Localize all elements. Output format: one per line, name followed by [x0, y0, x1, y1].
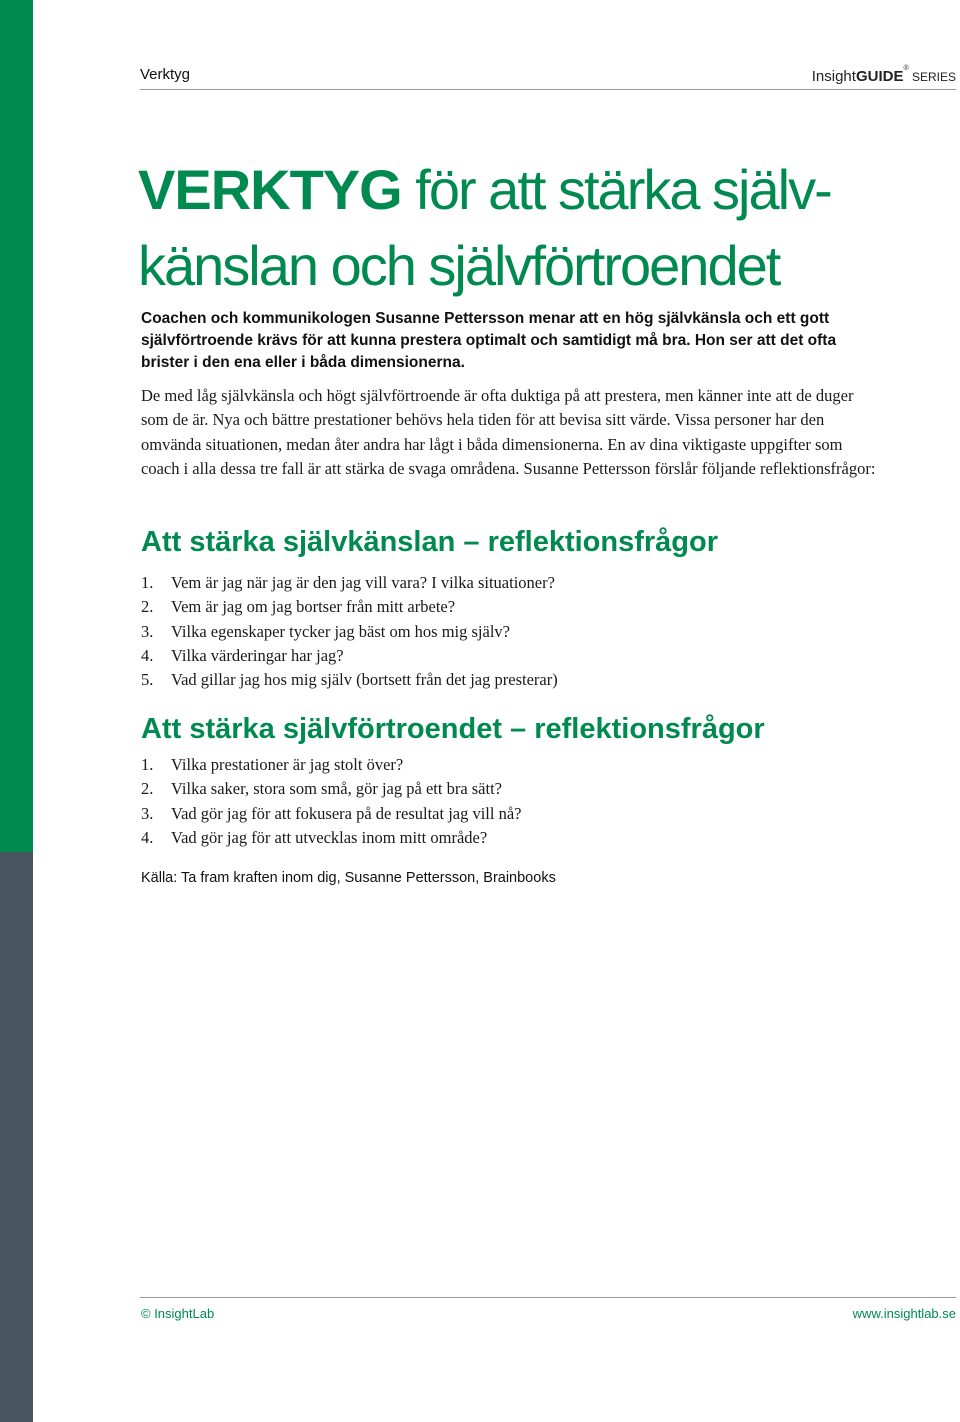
item-number: 2. [141, 597, 154, 617]
list-item [141, 802, 522, 826]
list-item [141, 644, 558, 668]
sidebar-accent-green [0, 0, 33, 852]
brand-prefix: Insight [811, 68, 856, 85]
item-number: 3. [141, 621, 154, 641]
brand-registered: ® [903, 65, 909, 72]
item-number: 3. [141, 803, 154, 823]
title-bold: VERKTYG [138, 158, 402, 221]
section1-list [141, 571, 558, 692]
series-logo [811, 65, 956, 85]
section2-heading: Att stärka självförtroendet – reflektionsfrågor [141, 713, 765, 745]
item-number: 2. [141, 779, 154, 799]
list-item [141, 826, 522, 850]
lead-paragraph: Coachen och kommunikologen Susanne Pettersson menar att en hög självkänsla och ett gott självförtroende krävs för att kunna prestera optimalt och samtidigt må bra. Hon ser att det ofta brister i den ena eller i båda dimensionerna. [141, 310, 837, 371]
item-number: 4. [141, 645, 154, 665]
item-number: 1. [141, 755, 154, 774]
list-item [141, 571, 558, 595]
item-text: Vilka egenskaper tycker jag bäst om hos mig själv? [171, 621, 510, 641]
sidebar-accent-slate [0, 852, 33, 1422]
item-text: Vem är jag om jag bortser från mitt arbete? [171, 597, 456, 617]
title-line2: känslan och självförtroendet [138, 234, 780, 297]
item-text: Vilka värderingar har jag? [171, 645, 344, 665]
footer-url[interactable]: www.insightlab.se [852, 1306, 956, 1321]
item-text: Vad gör jag för att fokusera på de resultat jag vill nå? [171, 803, 522, 823]
title-line1: för att stärka själv- [401, 158, 831, 221]
item-text: Vem är jag när jag är den jag vill vara? I vilka situationer? [171, 573, 555, 592]
brand-bold: GUIDE [855, 68, 904, 85]
item-text: Vad gillar jag hos mig själv (bortsett från det jag presterar) [171, 670, 558, 690]
page-title [138, 152, 938, 304]
section-label: Verktyg [140, 66, 191, 83]
list-item [141, 777, 522, 801]
item-text: Vilka saker, stora som små, gör jag på ett bra sätt? [171, 779, 502, 799]
list-item [141, 595, 558, 619]
section1-heading: Att stärka självkänslan – reflektionsfrågor [141, 526, 719, 558]
body-paragraph: De med låg självkänsla och högt självförtroende är ofta duktiga på att prestera, men känner inte att de duger som de är. Nya och bättre prestationer behövs hela tiden för att bevisa sitt värde. Vissa personer har den omvända situationen, medan åter andra har lågt i båda dimensionerna. En av dina viktigaste uppgifter som coach i alla dessa tre fall är att stärka de svaga områdena. Susanne Pettersson förslår följande reflektionsfrågor: [141, 386, 876, 478]
list-item [141, 620, 558, 644]
item-number: 4. [141, 827, 154, 847]
item-text: Vilka prestationer är jag stolt över? [171, 755, 404, 774]
footer-divider [140, 1297, 956, 1298]
list-item [141, 753, 522, 777]
section2-list [141, 753, 522, 850]
item-number: 5. [141, 670, 154, 690]
item-number: 1. [141, 573, 154, 592]
list-item [141, 668, 558, 692]
header-divider [140, 89, 956, 90]
item-text: Vad gör jag för att utvecklas inom mitt område? [171, 827, 488, 847]
source-citation: Källa: Ta fram kraften inom dig, Susanne Pettersson, Brainbooks [141, 870, 556, 886]
footer-copyright: © InsightLab [141, 1306, 215, 1321]
brand-suffix: SERIES [908, 70, 956, 84]
